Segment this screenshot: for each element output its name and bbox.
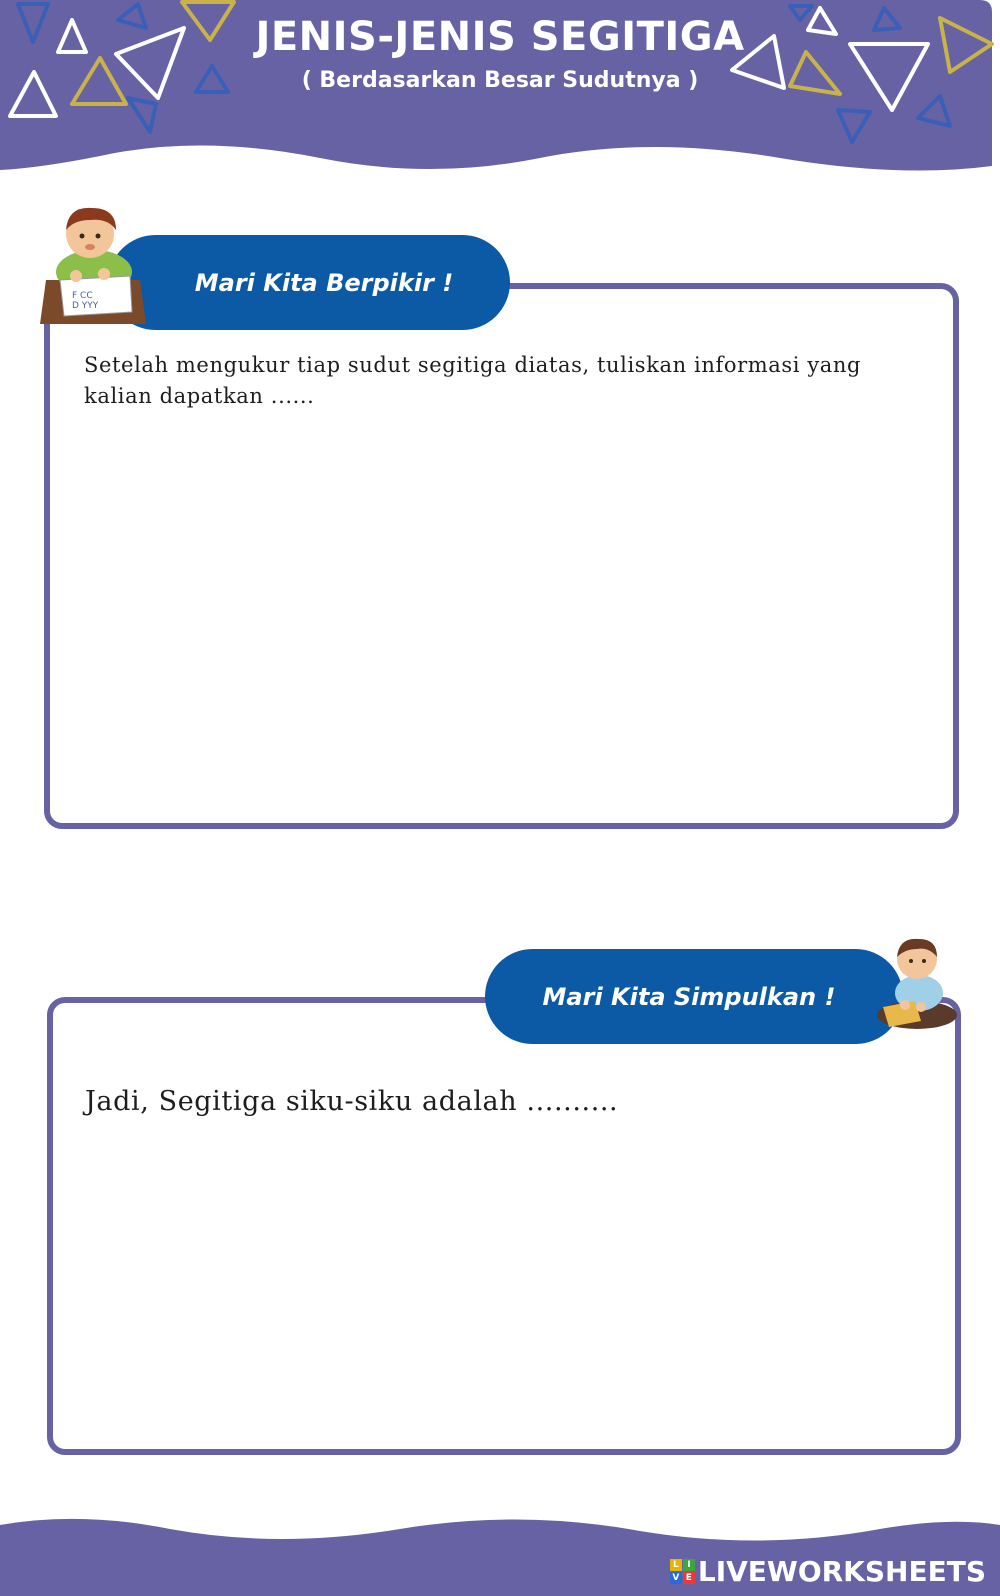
section-label-text: Mari Kita Berpikir ! [194, 268, 454, 297]
liveworksheets-brand[interactable] [670, 1555, 986, 1588]
boy-writing-illustration [38, 200, 150, 335]
section-label-berpikir [108, 235, 510, 330]
svg-text:F CC: F CC [72, 291, 93, 301]
logo-letter: E [683, 1572, 695, 1584]
svg-text:D ΥΥΥ: D ΥΥΥ [72, 301, 99, 311]
logo-letter: I [683, 1559, 695, 1571]
boy-reading-illustration [875, 933, 959, 1038]
section-label-simpulkan [485, 949, 903, 1044]
brand-name: LIVEWORKSHEETS [697, 1555, 986, 1588]
page-title: JENIS-JENIS SEGITIGA [255, 14, 745, 60]
instruction-text: Setelah mengukur tiap sudut segitiga diatas, tuliskan informasi yang kalian dapatkan ...... [84, 353, 862, 408]
liveworksheets-logo [670, 1559, 695, 1584]
logo-letter: L [670, 1559, 682, 1571]
logo-letter: V [670, 1572, 682, 1584]
footer-banner [0, 1515, 1000, 1596]
page-subtitle: ( Berdasarkan Besar Sudutnya ) [301, 68, 699, 93]
answer-box-simpulkan[interactable] [47, 997, 961, 1455]
section-label-text: Mari Kita Simpulkan ! [542, 982, 836, 1011]
header-banner [0, 0, 1000, 180]
conclusion-text: Jadi, Segitiga siku-siku adalah .......... [85, 1086, 619, 1117]
